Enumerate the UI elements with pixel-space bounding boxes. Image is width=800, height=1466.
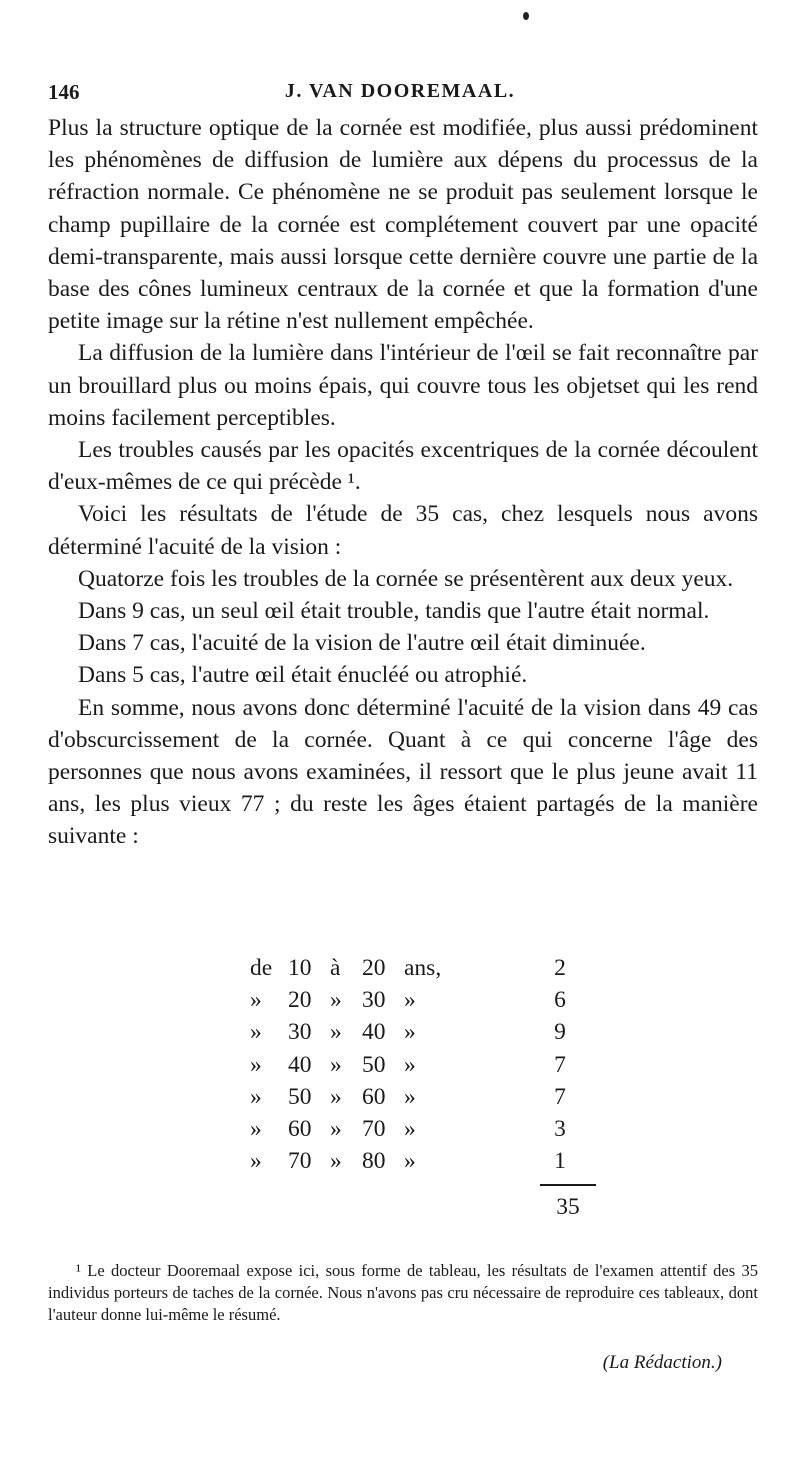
age-from: 40 bbox=[288, 1051, 312, 1078]
table-row bbox=[250, 1145, 590, 1177]
table-row bbox=[250, 1049, 590, 1081]
page-number: 146 bbox=[48, 80, 80, 104]
paragraph: Plus la structure optique de la cornée est modifiée, plus aussi prédominent les phénomènes de diffusion de lumière aux dépens du processus de la réfraction normale. Ce phénomène ne se produit pas seulement lorsque le champ pupillaire de la cornée est complétement couvert par une opacité demi-transparente, mais aussi lorsque cette dernière couvre une partie de la base des cônes lumineux centraux de la cornée et que la formation d'une petite image sur la rétine n'est nullement empêchée. bbox=[48, 115, 758, 335]
paragraph: En somme, nous avons donc déterminé l'acuité de la vision dans 49 cas d'obscurcissement de la cornée. Quant à ce qui concerne l'âge des personnes que nous avons examinées, il ressort que le plus jeune avait 11 ans, les plus vieux 77 ; du reste les âges étaient partagés de la manière suivante : bbox=[48, 694, 758, 850]
paragraph: Dans 5 cas, l'autre œil était énucléé ou atrophié. bbox=[78, 662, 528, 689]
age-to: 70 bbox=[362, 1115, 386, 1142]
age-count: 2 bbox=[554, 955, 566, 981]
age-sep: » bbox=[330, 1019, 342, 1046]
paragraph: Dans 9 cas, un seul œil était trouble, tandis que l'autre était normal. bbox=[78, 598, 710, 625]
paragraph: La diffusion de la lumière dans l'intérieur de l'œil se fait reconnaître par un brouillard plus ou moins épais, qui couvre tous les objetset qui les rend moins facilement perceptibles. bbox=[48, 340, 758, 431]
age-count: 1 bbox=[554, 1148, 566, 1175]
age-count: 3 bbox=[554, 1115, 566, 1142]
age-count: 7 bbox=[554, 1083, 566, 1110]
age-to: 40 bbox=[362, 1019, 386, 1046]
paragraph: Les troubles causés par les opacités excentriques de la cornée découlent d'eux-mêmes de ce qui précède ¹. bbox=[48, 437, 758, 496]
age-count: 9 bbox=[554, 1019, 566, 1046]
age-from: 10 bbox=[288, 955, 312, 981]
age-count: 6 bbox=[554, 987, 566, 1014]
age-prefix: » bbox=[250, 1083, 262, 1110]
age-sep: à bbox=[330, 955, 341, 981]
age-table bbox=[250, 952, 590, 1177]
age-prefix: de bbox=[250, 955, 273, 981]
age-sep: » bbox=[330, 1115, 342, 1142]
age-to: 20 bbox=[362, 955, 386, 981]
table-row bbox=[250, 984, 590, 1016]
age-to: 30 bbox=[362, 987, 386, 1014]
paragraph: Voici les résultats de l'étude de 35 cas, chez lesquels nous avons déterminé l'acuité de la vision : bbox=[48, 501, 758, 560]
table-row bbox=[250, 952, 590, 984]
running-title: J. VAN DOOREMAAL. bbox=[284, 80, 516, 102]
table-row bbox=[250, 1113, 590, 1145]
age-from: 30 bbox=[288, 1019, 312, 1046]
footnote: ¹ Le docteur Dooremaal expose ici, sous forme de tableau, les résultats de l'examen attentif des 35 individus porteurs de taches de la cornée. Nous n'avons pas cru nécessaire de reproduire ces tableaux, dont l'auteur donne lui-même le résumé. bbox=[48, 1261, 758, 1324]
age-unit: » bbox=[404, 1115, 416, 1142]
age-prefix: » bbox=[250, 1019, 262, 1046]
total-count: 35 bbox=[556, 1194, 580, 1220]
age-sep: » bbox=[330, 1083, 342, 1110]
age-from: 70 bbox=[288, 1148, 312, 1175]
table-row bbox=[250, 1081, 590, 1113]
age-unit: » bbox=[404, 987, 416, 1014]
footnote-signature: (La Rédaction.) bbox=[602, 1352, 722, 1373]
paragraph: Quatorze fois les troubles de la cornée se présentèrent aux deux yeux. bbox=[78, 565, 734, 592]
age-unit: » bbox=[404, 1148, 416, 1175]
age-from: 20 bbox=[288, 987, 312, 1014]
body-text bbox=[48, 112, 758, 853]
total-rule bbox=[540, 1184, 596, 1186]
age-unit: » bbox=[404, 1051, 416, 1078]
age-to: 60 bbox=[362, 1083, 386, 1110]
age-to: 80 bbox=[362, 1148, 386, 1175]
age-sep: » bbox=[330, 987, 342, 1014]
age-sep: » bbox=[330, 1148, 342, 1175]
age-prefix: » bbox=[250, 987, 262, 1014]
page-header bbox=[48, 80, 752, 110]
age-from: 50 bbox=[288, 1083, 312, 1110]
age-unit: » bbox=[404, 1019, 416, 1046]
age-prefix: » bbox=[250, 1115, 262, 1142]
age-count: 7 bbox=[554, 1051, 566, 1078]
age-prefix: » bbox=[250, 1148, 262, 1175]
age-unit: ans, bbox=[404, 955, 442, 981]
paragraph: Dans 7 cas, l'acuité de la vision de l'autre œil était diminuée. bbox=[78, 630, 646, 657]
age-to: 50 bbox=[362, 1051, 386, 1078]
table-row bbox=[250, 1016, 590, 1048]
age-prefix: » bbox=[250, 1051, 262, 1078]
age-sep: » bbox=[330, 1051, 342, 1078]
age-unit: » bbox=[404, 1083, 416, 1110]
age-from: 60 bbox=[288, 1115, 312, 1142]
ink-dot bbox=[523, 12, 529, 20]
